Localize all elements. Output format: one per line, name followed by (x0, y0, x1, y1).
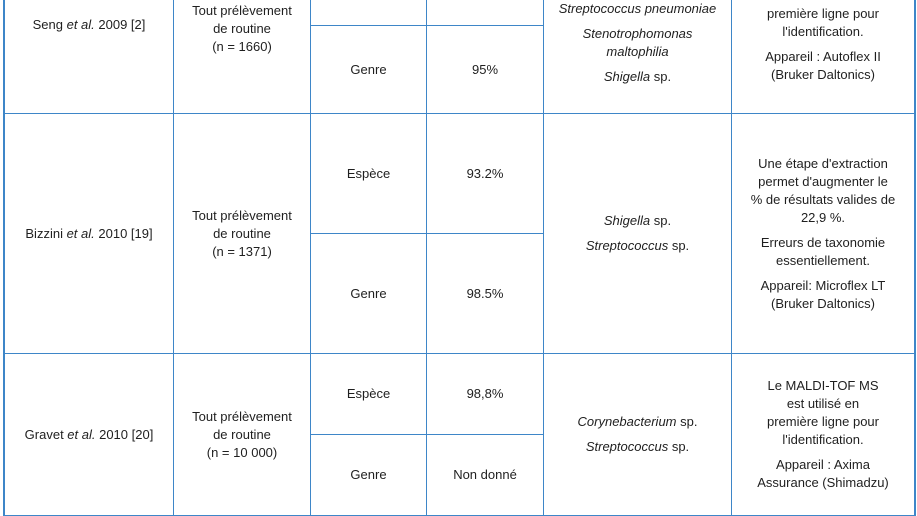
sample-count: (n = 1371) (212, 243, 272, 259)
comment-line: % de résultats valides de (750, 191, 896, 207)
sample-line: de routine (213, 426, 271, 442)
level-cell (311, 26, 426, 113)
organisms-cell (544, 114, 731, 353)
study-cell (5, 0, 173, 50)
study-cell (5, 114, 173, 353)
rate-cell (427, 354, 543, 434)
study-cell (5, 354, 173, 515)
device-line: Appareil : Axima (776, 457, 870, 472)
device-line: (Bruker Daltonics) (770, 66, 876, 82)
success-rate: 98,8% (466, 386, 504, 401)
sample-cell (174, 354, 310, 515)
rate-cell (427, 26, 543, 113)
comment-line: première ligne pour (766, 414, 879, 429)
comment-line: Une étape d'extraction (758, 155, 888, 171)
comment-line: l'identification. (782, 432, 864, 447)
organism: Streptococcus pneumoniae (558, 1, 717, 16)
device-line: Appareil : Autoflex II (765, 48, 881, 64)
identification-level: Genre (350, 61, 387, 77)
comments-cell (732, 114, 914, 353)
comment-line: première ligne pour (766, 5, 879, 21)
organism: Shigella sp. (603, 69, 672, 84)
level-cell (311, 114, 426, 233)
organism: Shigella sp. (603, 213, 672, 228)
identification-level: Espèce (346, 165, 391, 181)
comment-line: permet d'augmenter le (758, 173, 888, 189)
identification-level: Espèce (346, 386, 391, 401)
level-cell (311, 354, 426, 434)
comment-line: Erreurs de taxonomie (760, 234, 886, 250)
sample-count: (n = 1660) (212, 39, 272, 54)
sample-line: Tout prélèvement (192, 3, 292, 18)
comment-line: Le MALDI-TOF MS (767, 378, 879, 393)
comment-line: l'identification. (782, 23, 864, 39)
organism: Corynebacterium sp. (577, 414, 698, 429)
study-name: Gravet et al. 2010 [20] (24, 426, 154, 442)
rate-cell (427, 114, 543, 233)
sample-cell (174, 114, 310, 353)
success-rate: 95% (471, 61, 499, 77)
device-line: Assurance (Shimadzu) (757, 475, 889, 490)
sample-line: de routine (213, 225, 271, 241)
sample-cell (174, 0, 310, 69)
sample-count: (n = 10 000) (206, 444, 278, 460)
table-border-right (914, 0, 916, 516)
identification-level: Genre (350, 285, 387, 301)
sample-line: de routine (213, 21, 271, 36)
study-name: Bizzini et al. 2010 [19] (25, 225, 153, 241)
study-name: Seng et al. 2009 [2] (32, 17, 146, 32)
organism: Streptococcus sp. (585, 439, 690, 454)
organism: Streptococcus sp. (585, 238, 690, 253)
success-rate: 98.5% (466, 285, 504, 301)
sample-line: Tout prélèvement (192, 408, 292, 424)
device-line: (Bruker Daltonics) (770, 295, 876, 311)
comment-line: 22,9 %. (800, 209, 846, 225)
comments-cell (732, 4, 914, 84)
identification-level: Genre (350, 467, 387, 482)
success-rate: 93.2% (466, 165, 504, 181)
sample-line: Tout prélèvement (192, 207, 292, 223)
organisms-cell (544, 0, 731, 98)
success-rate: Non donné (453, 467, 517, 482)
device-line: Appareil: Microflex LT (760, 277, 886, 293)
rate-cell (427, 234, 543, 353)
level-cell (311, 435, 426, 515)
comment-line: est utilisé en (786, 396, 860, 411)
organism: maltophilia (606, 44, 669, 59)
level-cell (311, 234, 426, 353)
comment-line: essentiellement. (776, 252, 870, 268)
organism: Stenotrophomonas (582, 26, 693, 41)
rate-cell (427, 435, 543, 515)
organisms-cell (544, 354, 731, 515)
comments-cell (732, 354, 914, 515)
